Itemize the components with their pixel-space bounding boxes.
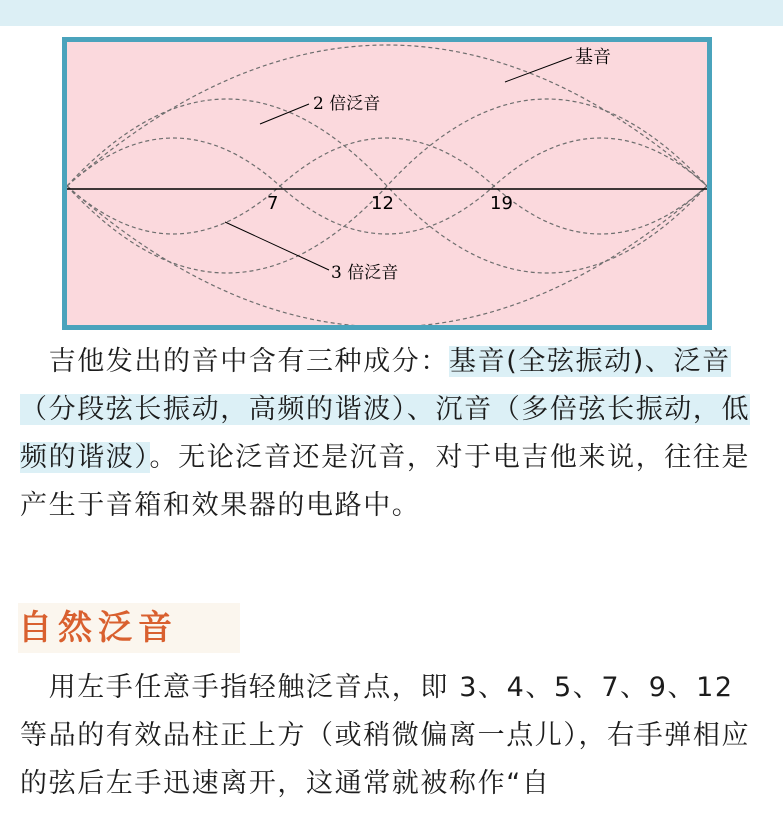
fret-label-12: 12 xyxy=(371,193,394,214)
paragraph-rest: 。无论泛音还是沉音，对于电吉他来说，往往是产生于音箱和效果器的电路中。 xyxy=(20,442,751,521)
fundamental-upper-curve xyxy=(67,45,707,186)
section-heading: 自然泛音 xyxy=(18,603,240,653)
label-harmonic3: 3 倍泛音 xyxy=(331,263,399,283)
label-fundamental: 基音 xyxy=(575,47,611,68)
leader-fundamental xyxy=(505,57,572,82)
leader-harmonic2 xyxy=(260,104,309,124)
harmonics-diagram xyxy=(62,37,712,330)
wave-svg xyxy=(67,42,707,325)
leader-harmonic3 xyxy=(225,222,329,270)
fret-label-19: 19 xyxy=(490,193,513,214)
paragraph2-text: 用左手任意手指轻触泛音点，即 3、4、5、7、9、12 等品的有效品柱正上方（或稍微偏离一点儿），右手弹相应的弦后左手迅速离开，这通常就被称作“自 xyxy=(20,672,751,799)
highlighted-components: 基音(全弦振动)、泛音（分段弦长振动，高频的谐波）、沉音（多倍弦长振动，低频的谐波） xyxy=(20,346,751,473)
paragraph-natural-harmonics xyxy=(20,664,765,808)
label-harmonic2: 2 倍泛音 xyxy=(313,94,381,114)
paragraph-intro: 吉他发出的音中含有三种成分： xyxy=(48,346,450,377)
paragraph-components xyxy=(20,338,765,530)
fret-label-7: 7 xyxy=(267,193,279,214)
top-band xyxy=(0,0,783,26)
harmonic2-lower-curve xyxy=(67,99,707,273)
